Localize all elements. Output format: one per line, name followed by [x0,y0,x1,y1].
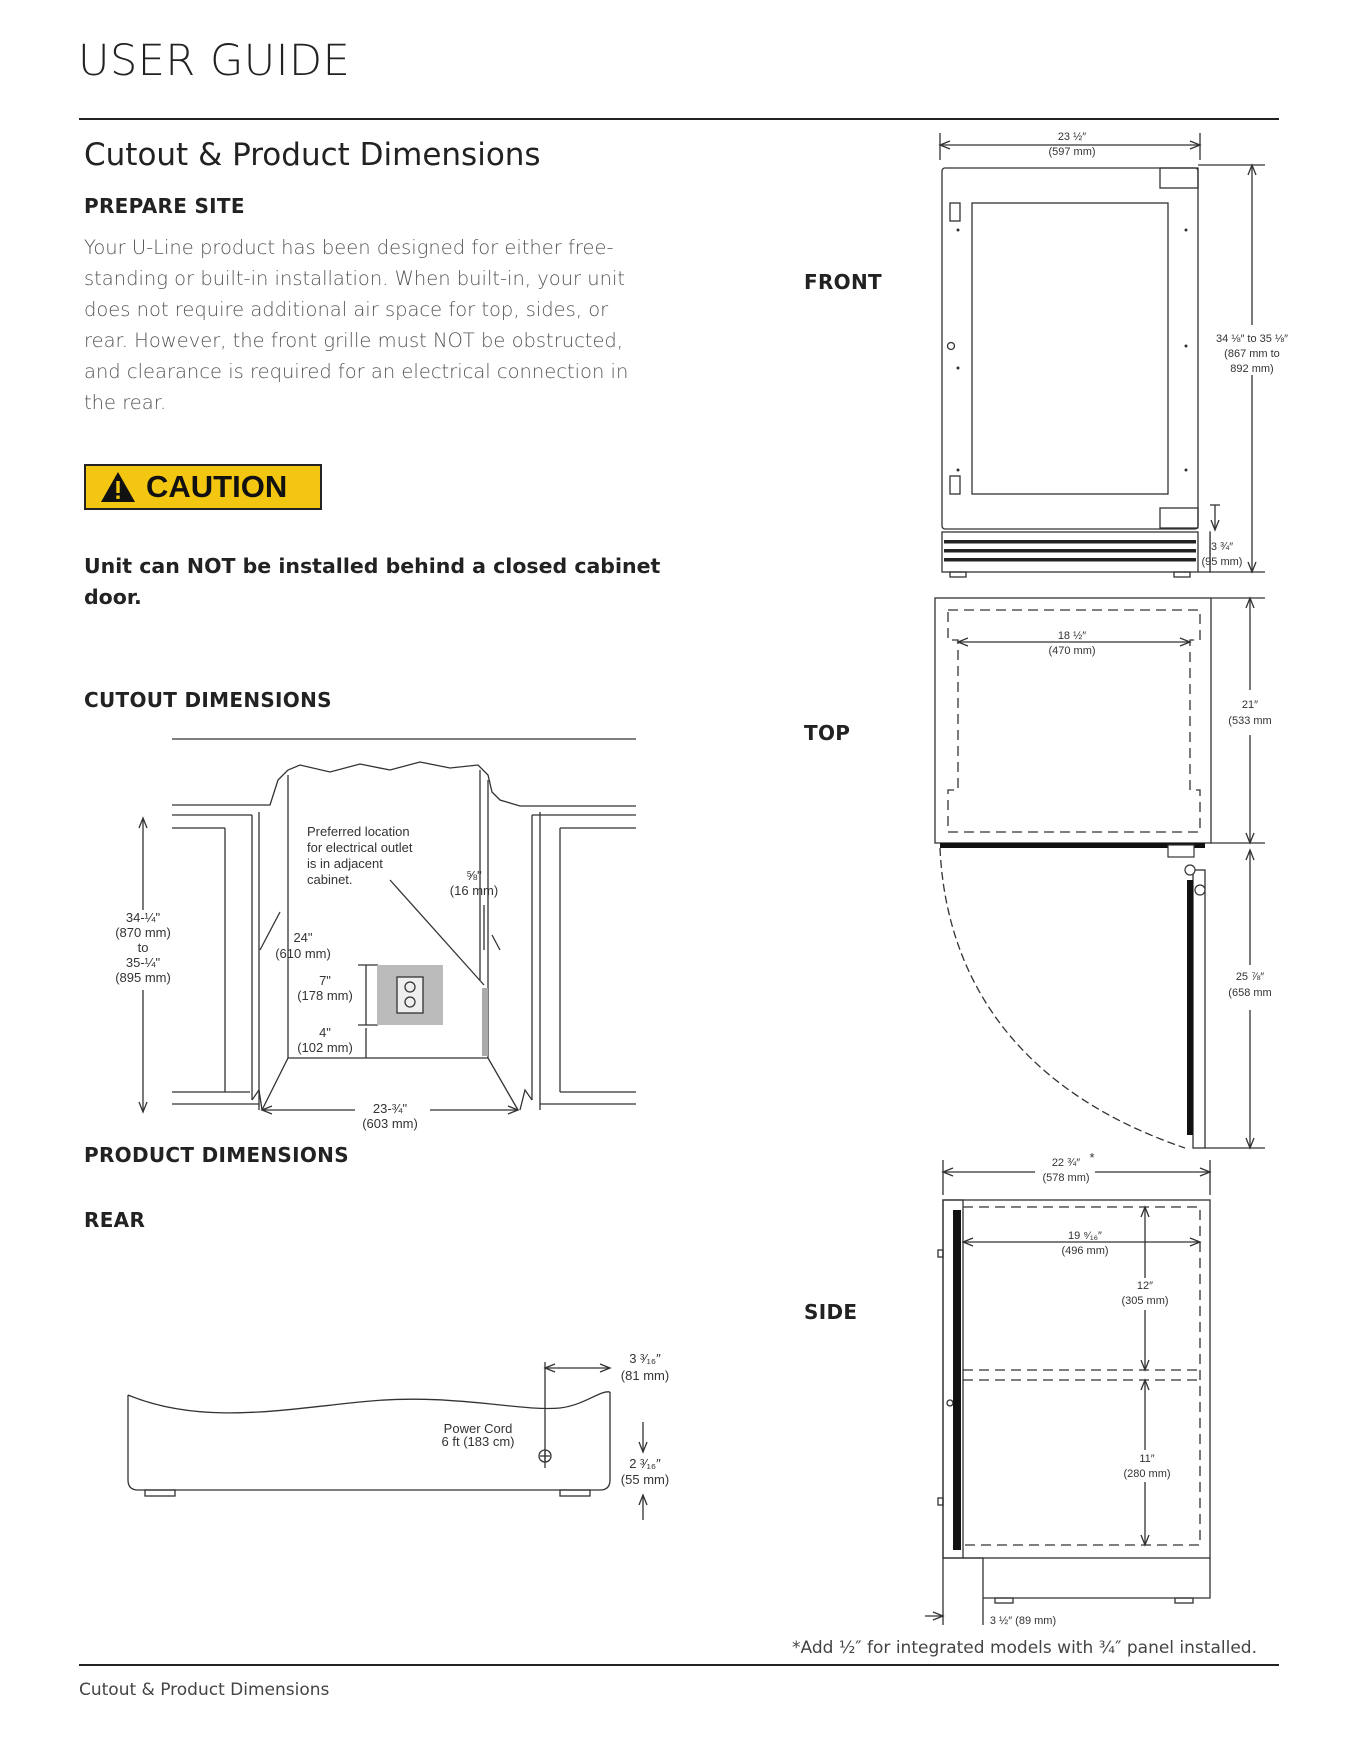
door-swing-label: 25 ⅞″ [1235,971,1265,983]
floor-gap-label: (102 mm) [297,1040,353,1055]
side-depth-label: 22 ¾″ [1051,1157,1081,1169]
outlet-note-line: for electrical outlet [307,840,413,855]
side-view-label: SIDE [804,1300,858,1324]
cutout-height-label: (870 mm) [115,925,171,940]
prepare-site-line: Your U-Line product has been designed for either free- [84,236,614,259]
upper-height-label: 12″ [1136,1280,1154,1292]
warning-line: Unit can NOT be installed behind a closed cabinet [84,554,661,578]
cutout-depth-label: (610 mm) [275,946,331,961]
integrated-footnote: *Add ½″ for integrated models with ¾″ panel installed. [792,1638,1257,1658]
outlet-note-line: is in adjacent [307,856,383,871]
top-view-label: TOP [804,721,851,745]
front-view-label: FRONT [804,270,882,294]
cutout-heading: CUTOUT DIMENSIONS [84,688,332,712]
front-width-label: 23 ½″ [1057,131,1087,143]
front-height-label: 892 mm) [1230,363,1274,375]
top-width-label: 18 ½″ [1057,630,1087,642]
footer-rule [79,1664,1279,1666]
cutout-height-label: (895 mm) [115,970,171,985]
lower-height-label: (280 mm) [1123,1468,1171,1480]
cutout-height-label: 34-¼" [125,910,161,925]
cutout-height-label: 35-¼" [125,955,161,970]
warning-line: door. [84,585,142,609]
header-title: USER GUIDE [78,36,351,86]
side-depth-label: (578 mm) [1042,1172,1090,1184]
prepare-site-line: and clearance is required for an electrical connection in [84,360,629,383]
header-rule [79,118,1279,120]
cutout-depth-label: 24" [293,930,313,945]
prepare-site-heading: PREPARE SITE [84,194,245,218]
reveal-label: ⅝" [466,868,482,883]
top-view-diagram [925,590,1301,1150]
lower-height-label: 11″ [1139,1453,1155,1465]
prepare-site-line: standing or built-in installation. When built-in, your unit [84,267,626,290]
cord-offset-label: 3 ³⁄₁₆″ [629,1351,661,1366]
power-cord-label: 6 ft (183 cm) [441,1434,515,1449]
front-width-label: (597 mm) [1048,146,1096,158]
prepare-site-text [84,232,644,418]
product-dimensions-heading: PRODUCT DIMENSIONS [84,1143,349,1167]
cutout-width-label: 23-¾" [372,1101,408,1116]
door-swing-label: (658 mm [1228,987,1272,999]
side-view-diagram [920,1150,1220,1630]
section-title: Cutout & Product Dimensions [84,137,541,173]
front-height-label: (867 mm to [1224,348,1280,360]
front-height-label: 34 ⅛″ to 35 ⅛″ [1215,333,1289,345]
prepare-site-line: does not require additional air space for top, sides, or [84,298,609,321]
power-cord-label: Power Cord [443,1421,513,1436]
cabinet-warning [84,551,684,613]
prepare-site-line: the rear. [84,391,167,414]
cutout-height-label: to [137,940,149,955]
rear-diagram [120,1340,680,1520]
upper-height-label: (305 mm) [1121,1295,1169,1307]
rear-view-label: REAR [84,1208,146,1232]
shelf-depth-label: (496 mm) [1061,1245,1109,1257]
warning-triangle-icon [98,469,138,505]
outlet-note-line: Preferred location [307,824,410,839]
top-width-label: (470 mm) [1048,645,1096,657]
floor-gap-label: 4" [319,1025,331,1040]
grille-height-label: (95 mm) [1201,556,1243,568]
outlet-height-label: 7" [319,973,331,988]
front-view-diagram [930,125,1302,585]
cord-offset-label: (81 mm) [620,1368,670,1383]
footer-text: Cutout & Product Dimensions [79,1680,330,1700]
outlet-height-label: (178 mm) [297,988,353,1003]
toe-kick-label: 3 ½″ (89 mm) [989,1615,1057,1627]
reveal-label: (16 mm) [449,883,499,898]
top-depth-label: 21″ [1241,699,1259,711]
top-depth-label: (533 mm [1228,715,1272,727]
caution-label: CAUTION [146,469,288,504]
cord-height-label: (55 mm) [620,1472,670,1487]
cutout-width-label: (603 mm) [362,1116,418,1131]
prepare-site-line: rear. However, the front grille must NOT be obstructed, [84,329,624,352]
caution-badge [84,464,322,510]
outlet-note-line: cabinet. [307,872,353,887]
grille-height-label: 3 ¾″ [1210,541,1234,553]
side-depth-star: * [1089,1150,1095,1165]
cutout-diagram [105,725,650,1135]
shelf-depth-label: 19 ⁹⁄₁₆″ [1068,1230,1102,1242]
cord-height-label: 2 ³⁄₁₆″ [629,1456,661,1471]
